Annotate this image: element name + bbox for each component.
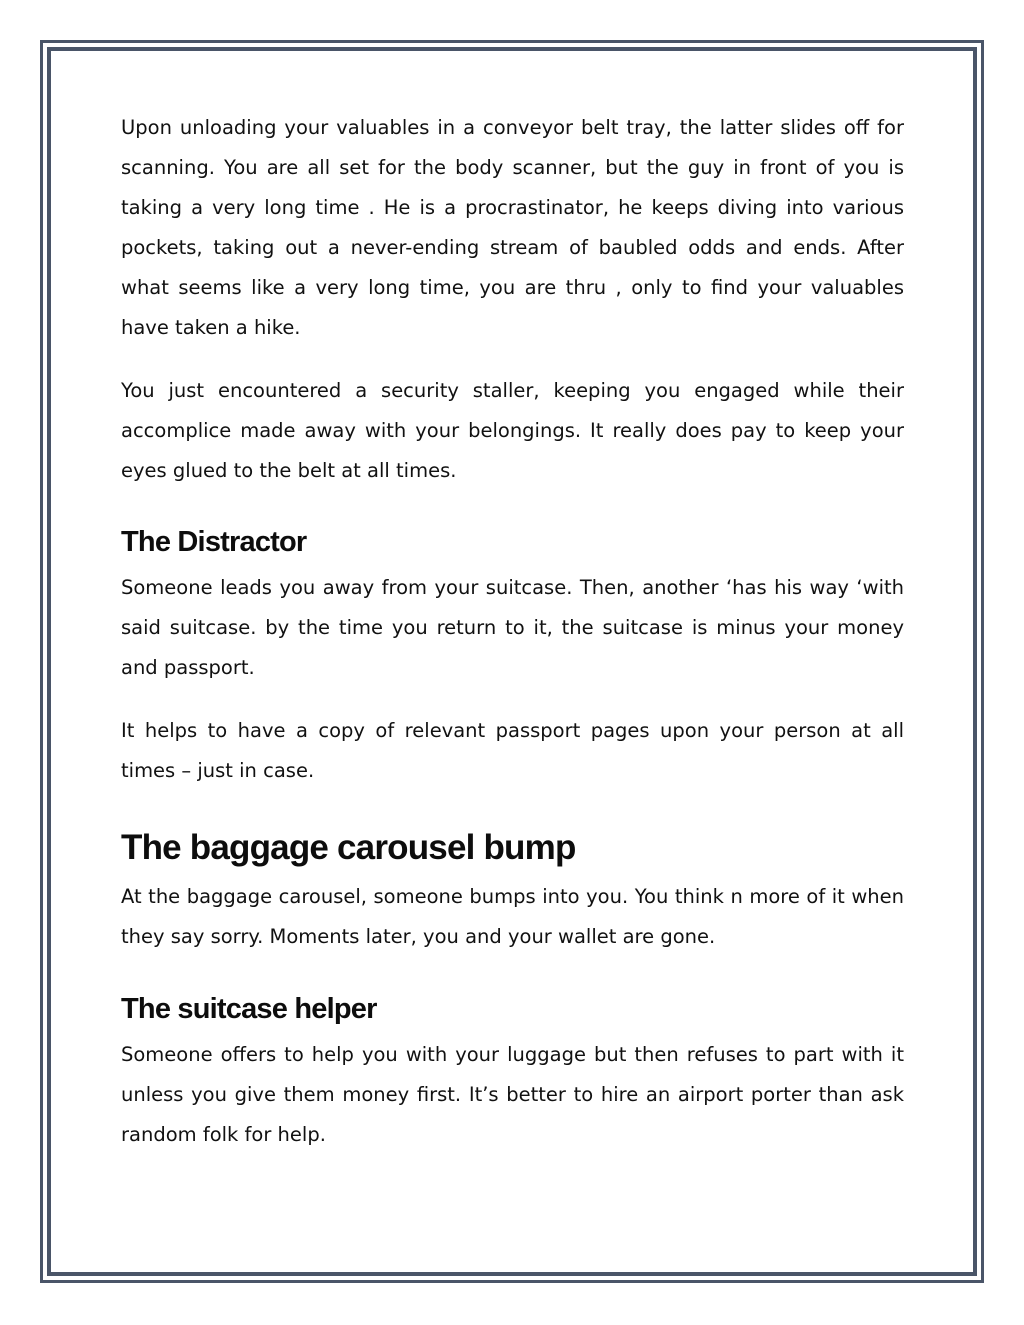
heading-the-distractor: The Distractor xyxy=(121,526,307,558)
paragraph-conveyor-belt: Upon unloading your valuables in a conveyor belt tray, the latter slides off for scanning. You are all set for the body scanner, but the guy in front of you is taking a very long time . He is a procrastinator, he keeps diving into various pockets, taking out a never-ending stream of baubled odds and ends. After what seems like a very long time, you are thru , only to find your valuables have taken a hike. xyxy=(121,116,904,339)
paragraph-passport-copy: It helps to have a copy of relevant passport pages upon your person at all times – just in case. xyxy=(121,719,904,782)
paragraph-distractor: Someone leads you away from your suitcase. Then, another ‘has his way ‘with said suitcase. by the time you return to it, the suitcase is minus your money and passport. xyxy=(121,576,904,679)
heading-suitcase-helper: The suitcase helper xyxy=(121,993,377,1025)
paragraph-suitcase-helper: Someone offers to help you with your luggage but then refuses to part with it unless you give them money first. It’s better to hire an airport porter than ask random folk for help. xyxy=(121,1043,904,1146)
paragraph-carousel-bump: At the baggage carousel, someone bumps into you. You think n more of it when they say sorry. Moments later, you and your wallet are gone. xyxy=(121,885,904,948)
paragraph-security-staller: You just encountered a security staller, keeping you engaged while their accomplice made away with your belongings. It really does pay to keep your eyes glued to the belt at all times. xyxy=(121,379,904,482)
document-body xyxy=(121,108,904,1155)
heading-baggage-carousel-bump: The baggage carousel bump xyxy=(121,828,576,867)
